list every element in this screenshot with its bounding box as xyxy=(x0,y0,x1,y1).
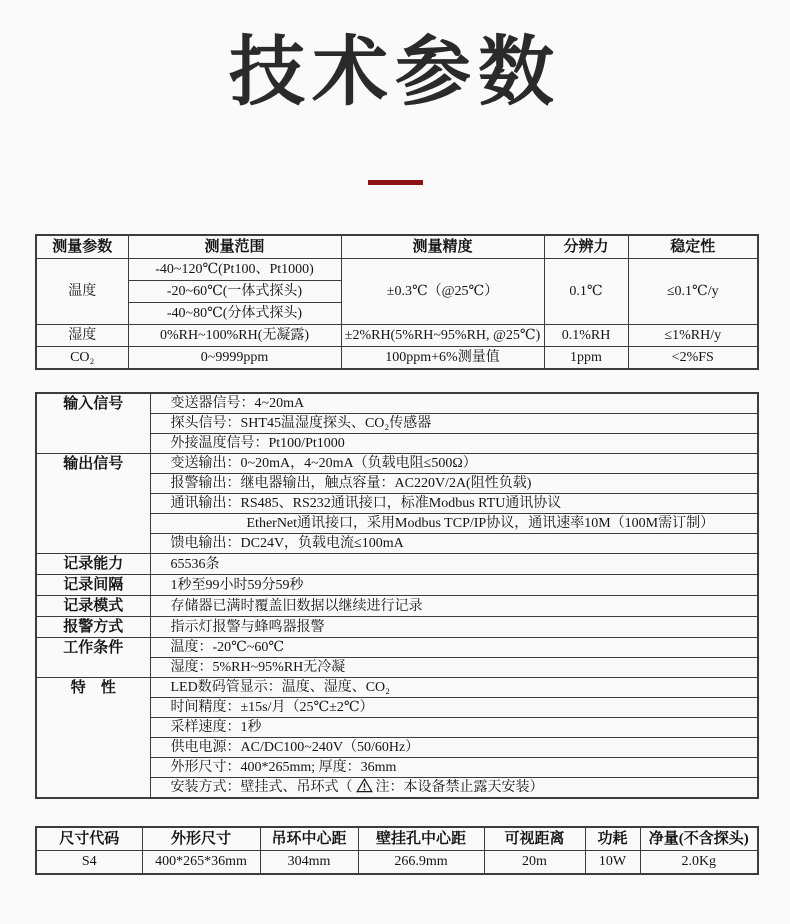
table-row xyxy=(36,393,758,414)
size-value-wallhole-distance: 266.9mm xyxy=(358,851,484,875)
detail-value: 1秒至99小时59分59秒 xyxy=(150,575,758,596)
table-row xyxy=(36,638,758,658)
detail-label-output-signal: 输出信号 xyxy=(36,454,150,554)
detail-value: 时间精度：±15s/月（25℃±2℃） xyxy=(150,698,758,718)
detail-label-features: 特 性 xyxy=(36,678,150,799)
measurement-spec-table xyxy=(35,234,759,370)
detail-value: LED数码管显示：温度、湿度、CO₂ xyxy=(150,678,758,698)
detail-label-alarm-mode: 报警方式 xyxy=(36,617,150,638)
detail-value: 通讯输出：RS485、RS232通讯接口，标准Modbus RTU通讯协议 xyxy=(150,494,758,514)
size-header-code: 尺寸代码 xyxy=(36,827,142,851)
table-row xyxy=(36,259,758,281)
page-title: 技术参数 xyxy=(229,30,561,115)
table-row xyxy=(36,851,758,875)
spec-header-range: 测量范围 xyxy=(128,235,341,259)
detail-value: 外接温度信号：Pt100/Pt1000 xyxy=(150,434,758,454)
table-row xyxy=(36,575,758,596)
table-row xyxy=(36,678,758,698)
spec-temp-accuracy: ±0.3℃（@25℃） xyxy=(341,259,544,325)
detail-value: EtherNet通讯接口，采用Modbus TCP/IP协议，通讯速率10M（100M需订制） xyxy=(150,514,758,534)
spec-header-resolution: 分辨力 xyxy=(544,235,628,259)
spec-co2-stability: <2%FS xyxy=(628,347,758,370)
spec-temp-stability: ≤0.1℃/y xyxy=(628,259,758,325)
detail-label-input-signal: 输入信号 xyxy=(36,393,150,454)
spec-param-temperature: 温度 xyxy=(36,259,128,325)
warning-icon xyxy=(356,778,373,793)
device-details-table xyxy=(35,392,759,799)
detail-value: 馈电输出：DC24V，负载电流≤100mA xyxy=(150,534,758,554)
spec-header-stability: 稳定性 xyxy=(628,235,758,259)
detail-value-install xyxy=(150,778,758,799)
size-value-ring-distance: 304mm xyxy=(260,851,358,875)
spec-temp-range-1: -40~120℃(Pt100、Pt1000) xyxy=(128,259,341,281)
detail-label-record-capacity: 记录能力 xyxy=(36,554,150,575)
install-text-prefix: 安装方式：壁挂式、吊环式（ xyxy=(170,780,353,795)
size-header-net-weight: 净量(不含探头) xyxy=(640,827,758,851)
table-row xyxy=(36,596,758,617)
spec-header-param: 测量参数 xyxy=(36,235,128,259)
table-row xyxy=(36,617,758,638)
table-row xyxy=(36,347,758,370)
detail-value: 湿度：5%RH~95%RH无冷凝 xyxy=(150,658,758,678)
detail-value: 温度：-20℃~60℃ xyxy=(150,638,758,658)
table-row xyxy=(36,454,758,474)
table-row xyxy=(36,325,758,347)
size-header-dimensions: 外形尺寸 xyxy=(142,827,260,851)
spec-humidity-stability: ≤1%RH/y xyxy=(628,325,758,347)
size-spec-table xyxy=(35,826,759,875)
title-accent-dash xyxy=(368,180,423,185)
detail-value: 65536条 xyxy=(150,554,758,575)
spec-temp-range-3: -40~80℃(分体式探头) xyxy=(128,303,341,325)
spec-param-co2: CO₂ xyxy=(36,347,128,370)
size-value-visible-distance: 20m xyxy=(484,851,585,875)
detail-value: 采样速度：1秒 xyxy=(150,718,758,738)
detail-value: 变送输出：0~20mA，4~20mA（负载电阻≤500Ω） xyxy=(150,454,758,474)
size-header-visible-distance: 可视距离 xyxy=(484,827,585,851)
size-value-power: 10W xyxy=(585,851,640,875)
spec-co2-accuracy: 100ppm+6%测量值 xyxy=(341,347,544,370)
detail-label-record-mode: 记录模式 xyxy=(36,596,150,617)
detail-label-record-interval: 记录间隔 xyxy=(36,575,150,596)
install-text-suffix: 注：本设备禁止露天安装） xyxy=(375,780,544,795)
size-header-ring-distance: 吊环中心距 xyxy=(260,827,358,851)
spec-humidity-resolution: 0.1%RH xyxy=(544,325,628,347)
size-value-net-weight: 2.0Kg xyxy=(640,851,758,875)
table-header-row xyxy=(36,827,758,851)
detail-value: 探头信号：SHT45温湿度探头、CO₂传感器 xyxy=(150,414,758,434)
spec-co2-range: 0~9999ppm xyxy=(128,347,341,370)
spec-humidity-range: 0%RH~100%RH(无凝露) xyxy=(128,325,341,347)
detail-value: 变送器信号：4~20mA xyxy=(150,393,758,414)
spec-co2-resolution: 1ppm xyxy=(544,347,628,370)
table-row xyxy=(36,554,758,575)
table-header-row xyxy=(36,235,758,259)
spec-temp-range-2: -20~60℃(一体式探头) xyxy=(128,281,341,303)
size-header-wallhole-distance: 壁挂孔中心距 xyxy=(358,827,484,851)
size-value-dimensions: 400*265*36mm xyxy=(142,851,260,875)
spec-param-humidity: 湿度 xyxy=(36,325,128,347)
detail-value: 供电电源：AC/DC100~240V（50/60Hz） xyxy=(150,738,758,758)
spec-header-accuracy: 测量精度 xyxy=(341,235,544,259)
detail-value: 指示灯报警与蜂鸣器报警 xyxy=(150,617,758,638)
detail-label-working-conditions: 工作条件 xyxy=(36,638,150,678)
size-header-power: 功耗 xyxy=(585,827,640,851)
spec-humidity-accuracy: ±2%RH(5%RH~95%RH, @25℃) xyxy=(341,325,544,347)
size-value-code: S4 xyxy=(36,851,142,875)
detail-value: 外形尺寸：400*265mm; 厚度：36mm xyxy=(150,758,758,778)
spec-temp-resolution: 0.1℃ xyxy=(544,259,628,325)
detail-value: 存储器已满时覆盖旧数据以继续进行记录 xyxy=(150,596,758,617)
detail-value: 报警输出：继电器输出，触点容量：AC220V/2A(阻性负载) xyxy=(150,474,758,494)
